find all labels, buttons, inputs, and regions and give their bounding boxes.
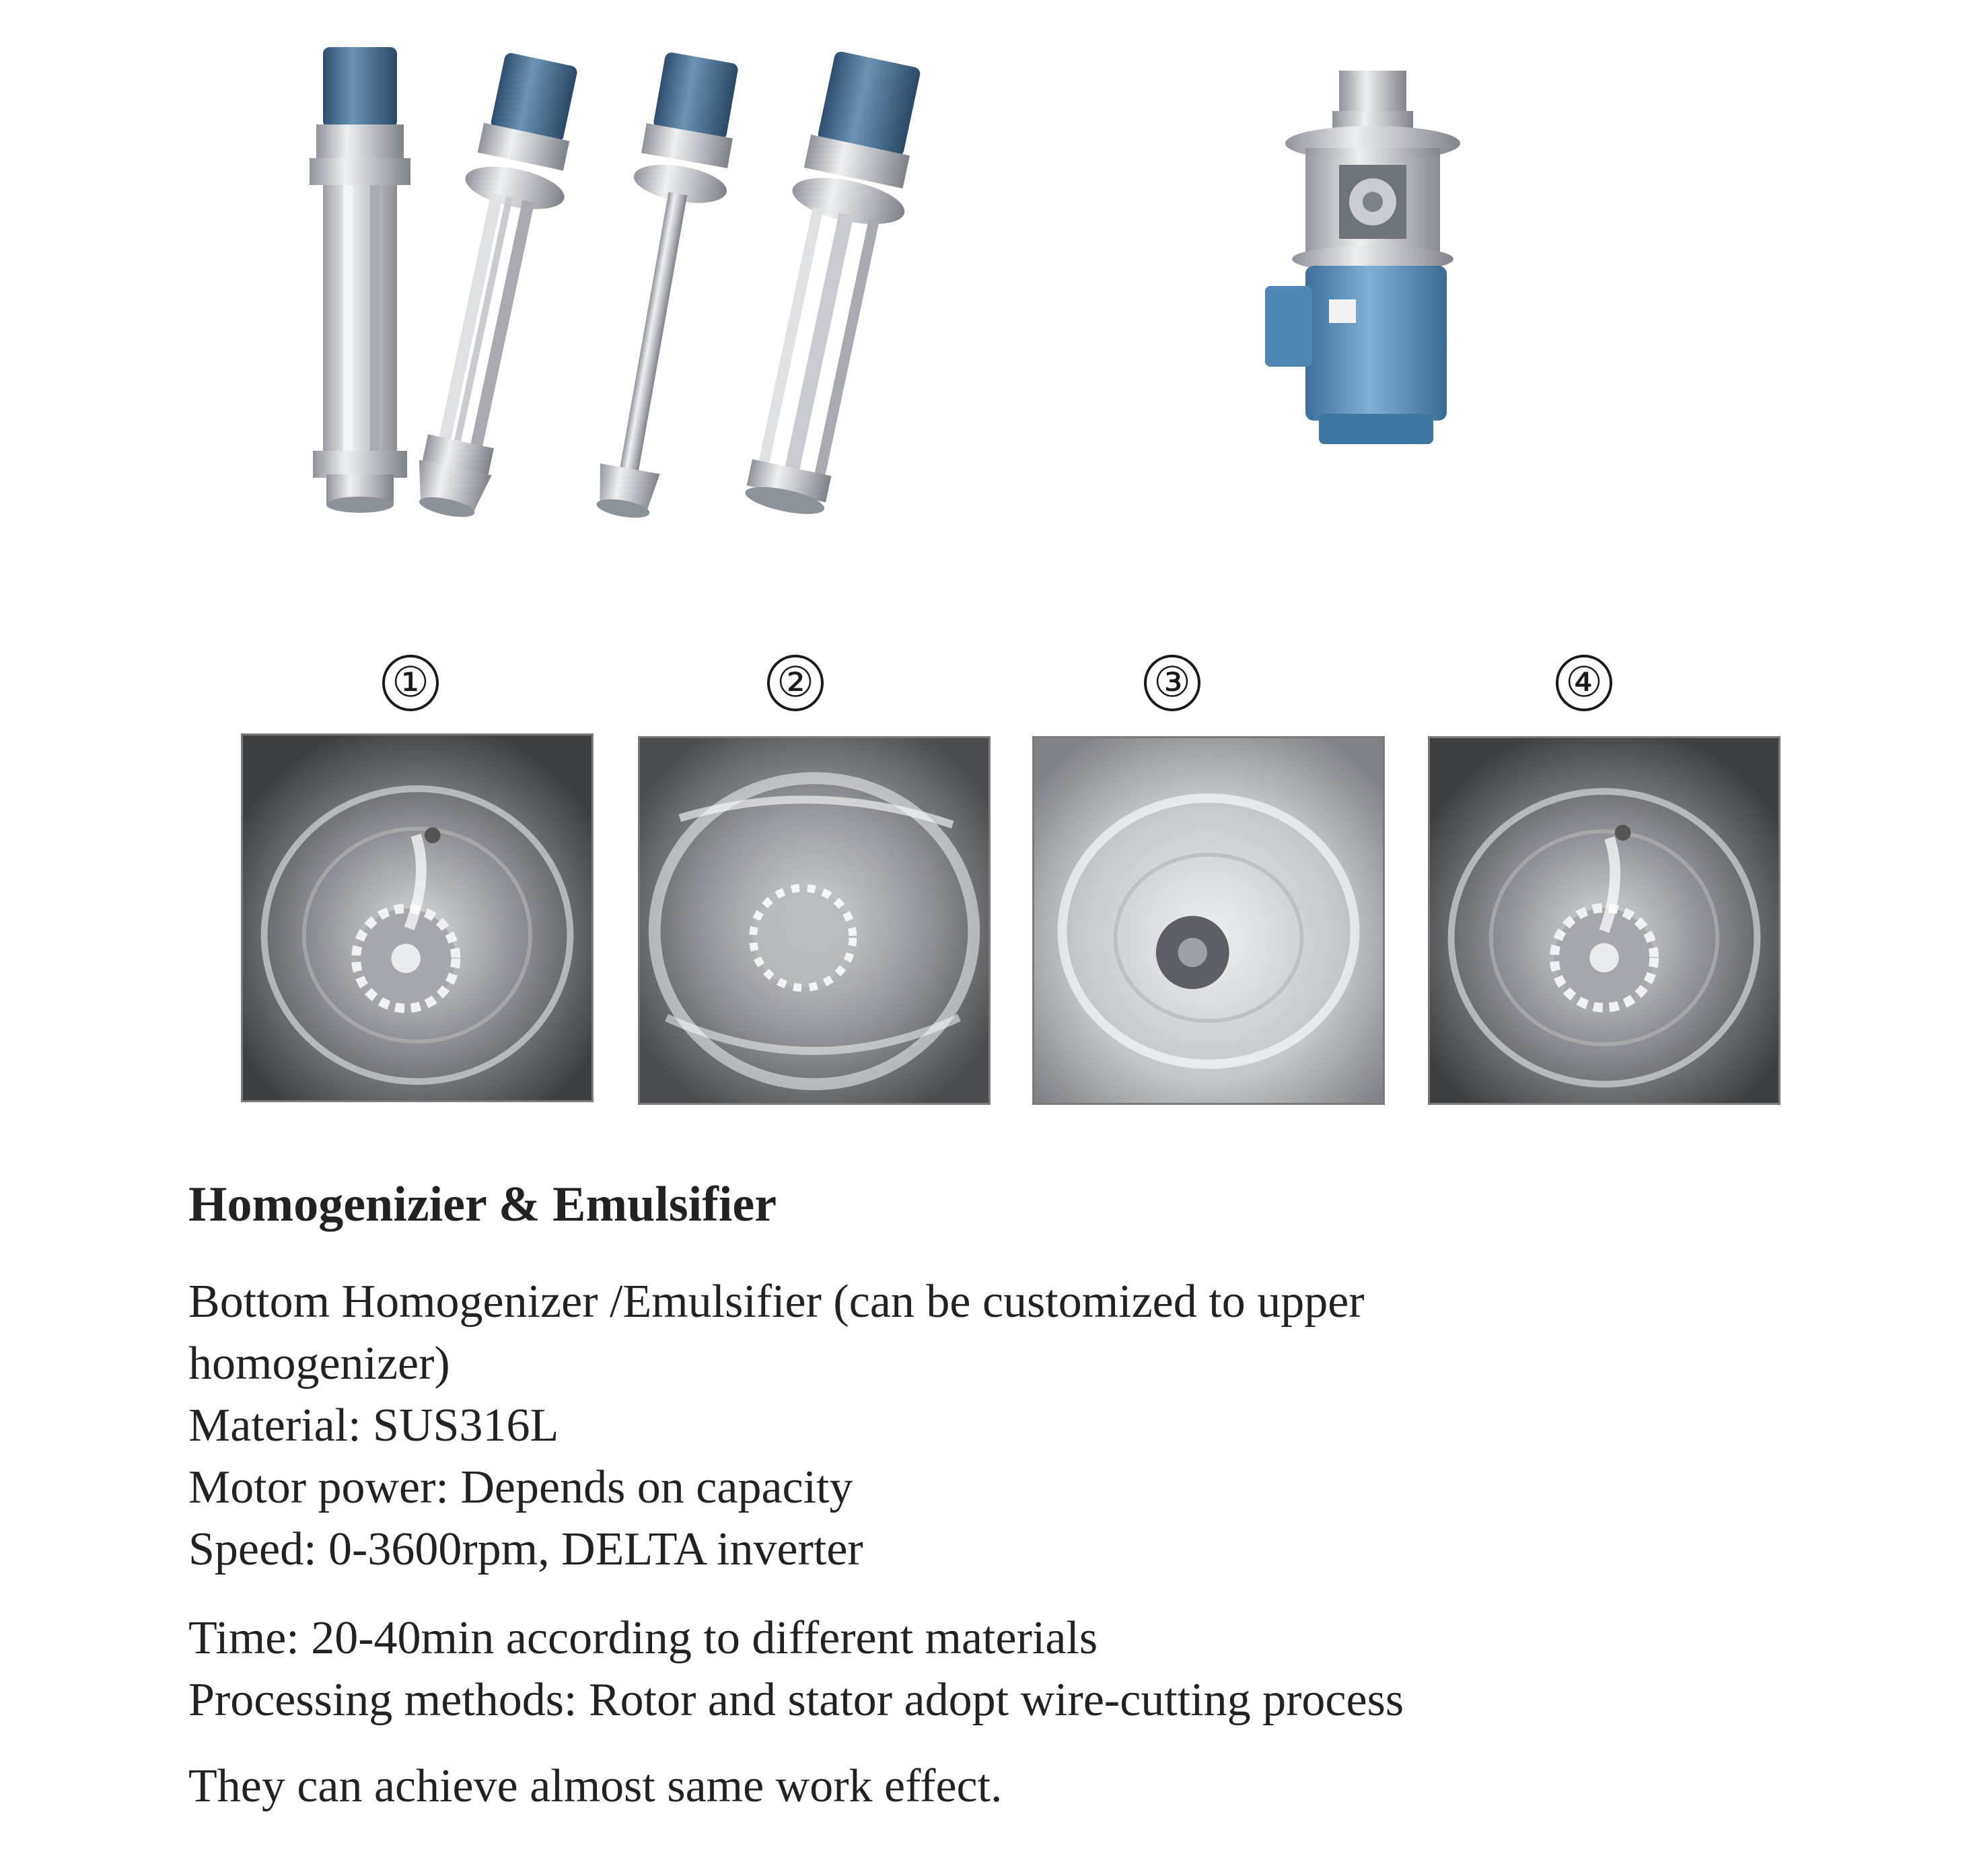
step-number-4: ④ bbox=[1556, 655, 1612, 711]
spec-line-speed: Speed: 0-3600rpm, DELTA inverter bbox=[188, 1523, 863, 1575]
bottom-homogenizer-motor-image bbox=[1265, 64, 1480, 454]
step-number-3: ③ bbox=[1144, 655, 1200, 711]
spec-line-bottom-homogenizer: Bottom Homogenizer /Emulsifier (can be customized to upper bbox=[188, 1276, 1365, 1328]
spec-line-material: Material: SUS316L bbox=[188, 1400, 559, 1451]
spec-line-time: Time: 20-40min according to different materials bbox=[188, 1612, 1098, 1664]
section-heading: Homogenizier & Emulsifier bbox=[188, 1177, 777, 1232]
step-number-1: ① bbox=[382, 655, 439, 711]
tank-photo-1 bbox=[241, 733, 594, 1102]
tank-photo-3 bbox=[1032, 736, 1385, 1105]
spec-line-effect: They can achieve almost same work effect. bbox=[188, 1760, 1003, 1812]
step-number-2: ② bbox=[767, 655, 824, 711]
immersion-homogenizers-image bbox=[296, 40, 962, 538]
homogenizer-unit-4 bbox=[727, 48, 935, 523]
homogenizer-unit-1 bbox=[310, 47, 410, 513]
homogenizer-unit-3 bbox=[575, 50, 749, 525]
spec-line-processing: Processing methods: Rotor and stator adopt wire-cutting process bbox=[188, 1674, 1404, 1726]
spec-line-homogenizer-cont: homogenizer) bbox=[188, 1338, 450, 1390]
homogenizer-unit-2 bbox=[396, 49, 591, 526]
spec-line-motor-power: Motor power: Depends on capacity bbox=[188, 1462, 853, 1513]
tank-photo-4 bbox=[1428, 736, 1781, 1105]
tank-photo-2 bbox=[638, 736, 991, 1105]
